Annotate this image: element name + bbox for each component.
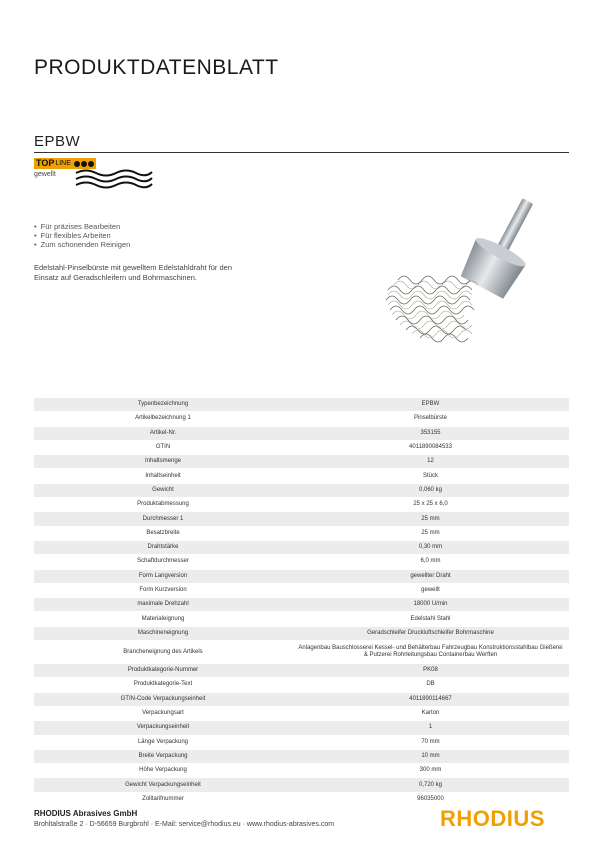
spec-value: 4011890114667 <box>292 692 569 706</box>
spec-row <box>34 706 569 720</box>
spec-label: Zolltarifnummer <box>34 792 292 806</box>
spec-label: Schaftdurchmesser <box>34 555 292 569</box>
spec-row <box>34 440 569 454</box>
spec-value: Stück <box>292 469 569 483</box>
spec-label: Durchmesser 1 <box>34 512 292 526</box>
spec-label: Gewicht <box>34 483 292 497</box>
feature-item: • Zum schonenden Reinigen <box>34 240 130 249</box>
spec-value: DB <box>292 678 569 692</box>
spec-row <box>34 792 569 806</box>
header-divider <box>34 152 569 153</box>
spec-label: Produktabmessung <box>34 498 292 512</box>
spec-value: PK08 <box>292 664 569 678</box>
spec-value: 25 mm <box>292 526 569 540</box>
spec-row <box>34 483 569 497</box>
spec-row <box>34 555 569 569</box>
spec-row <box>34 398 569 412</box>
product-description: Edelstahl-Pinselbürste mit gewelltem Edelstahldraht für den Einsatz auf Geradschleifern und Bohrmaschinen. <box>34 263 233 282</box>
spec-label: Höhe Verpackung <box>34 764 292 778</box>
footer-address: Brohltalstraße 2 · D-56659 Burgbrohl · E-Mail: service@rhodius.eu · www.rhodius-abrasives.com <box>34 821 335 828</box>
spec-value: 25 mm <box>292 512 569 526</box>
spec-label: Maschineneignung <box>34 626 292 640</box>
spec-row <box>34 626 569 640</box>
wavy-wire-icon <box>74 168 154 192</box>
variant-label: gewellt <box>34 171 56 178</box>
spec-row <box>34 455 569 469</box>
spec-row <box>34 583 569 597</box>
spec-row <box>34 498 569 512</box>
spec-label: Drahtstärke <box>34 540 292 554</box>
footer-company: RHODIUS Abrasives GmbH <box>34 809 138 818</box>
spec-label: Form Kurzversion <box>34 583 292 597</box>
spec-row <box>34 512 569 526</box>
spec-row <box>34 526 569 540</box>
spec-value: 70 mm <box>292 735 569 749</box>
spec-value: EPBW <box>292 398 569 412</box>
spec-row <box>34 778 569 792</box>
spec-value: 12 <box>292 455 569 469</box>
spec-value: 25 x 25 x 6,0 <box>292 498 569 512</box>
spec-label: Typenbezeichnung <box>34 398 292 412</box>
spec-row <box>34 641 569 664</box>
spec-row <box>34 612 569 626</box>
spec-value: 18000 U/min <box>292 598 569 612</box>
spec-value: 300 mm <box>292 764 569 778</box>
page-title: PRODUKTDATENBLATT <box>34 56 279 79</box>
spec-value: Edelstahl Stahl <box>292 612 569 626</box>
spec-row <box>34 749 569 763</box>
spec-row <box>34 735 569 749</box>
spec-label: Gewicht Verpackungseinheit <box>34 778 292 792</box>
spec-label: Produktkategorie-Text <box>34 678 292 692</box>
spec-label: Verpackungseinheit <box>34 721 292 735</box>
spec-row <box>34 764 569 778</box>
spec-value: gewellter Draht <box>292 569 569 583</box>
spec-label: Länge Verpackung <box>34 735 292 749</box>
spec-value: gewellt <box>292 583 569 597</box>
spec-value: 4011890084533 <box>292 440 569 454</box>
spec-label: Artikel-Nr. <box>34 426 292 440</box>
spec-row <box>34 664 569 678</box>
topline-dots-icon <box>73 161 94 167</box>
spec-row <box>34 469 569 483</box>
spec-row <box>34 540 569 554</box>
spec-label: maximale Drehzahl <box>34 598 292 612</box>
spec-row <box>34 412 569 426</box>
spec-value: 96035000 <box>292 792 569 806</box>
spec-row <box>34 598 569 612</box>
spec-value: 0,060 kg <box>292 483 569 497</box>
spec-value: Pinselbürste <box>292 412 569 426</box>
spec-label: Besatzbreite <box>34 526 292 540</box>
feature-item: • Für präzises Bearbeiten <box>34 222 130 231</box>
spec-label: GTIN-Code Verpackungseinheit <box>34 692 292 706</box>
spec-label: Breite Verpackung <box>34 749 292 763</box>
spec-value: 6,0 mm <box>292 555 569 569</box>
topline-top-text: TOP <box>36 158 55 168</box>
spec-row <box>34 426 569 440</box>
rhodius-logo: RHODIUS <box>440 806 545 831</box>
spec-value: 1 <box>292 721 569 735</box>
feature-item: • Für flexibles Arbeiten <box>34 231 130 240</box>
spec-row <box>34 569 569 583</box>
spec-label: Produktkategorie-Nummer <box>34 664 292 678</box>
spec-label: GTIN <box>34 440 292 454</box>
spec-value: 0,720 kg <box>292 778 569 792</box>
spec-value: Geradschleifer Druckluftschleifer Bohrmaschine <box>292 626 569 640</box>
spec-row <box>34 692 569 706</box>
spec-label: Materialeignung <box>34 612 292 626</box>
spec-value: 0,30 mm <box>292 540 569 554</box>
spec-value: 10 mm <box>292 749 569 763</box>
spec-value: 353155 <box>292 426 569 440</box>
feature-list <box>34 222 130 249</box>
spec-label: Inhaltseinheit <box>34 469 292 483</box>
brush-product-image <box>358 195 538 355</box>
spec-table <box>34 398 569 807</box>
spec-row <box>34 721 569 735</box>
product-code: EPBW <box>34 133 81 150</box>
spec-label: Inhaltsmenge <box>34 455 292 469</box>
spec-label: Brancheneignung des Artikels <box>34 641 292 664</box>
spec-value: Karton <box>292 706 569 720</box>
spec-label: Verpackungsart <box>34 706 292 720</box>
spec-label: Form Langversion <box>34 569 292 583</box>
spec-label: Artikelbezeichnung 1 <box>34 412 292 426</box>
topline-line-text: LINE <box>55 160 71 167</box>
spec-row <box>34 678 569 692</box>
spec-value: Anlagenbau Bauschlosserei Kessel- und Behälterbau Fahrzeugbau Konstruktionsstahlbau Gießerei & Putzerei Rohrleitungsbau Containerbau Werften <box>292 641 569 664</box>
